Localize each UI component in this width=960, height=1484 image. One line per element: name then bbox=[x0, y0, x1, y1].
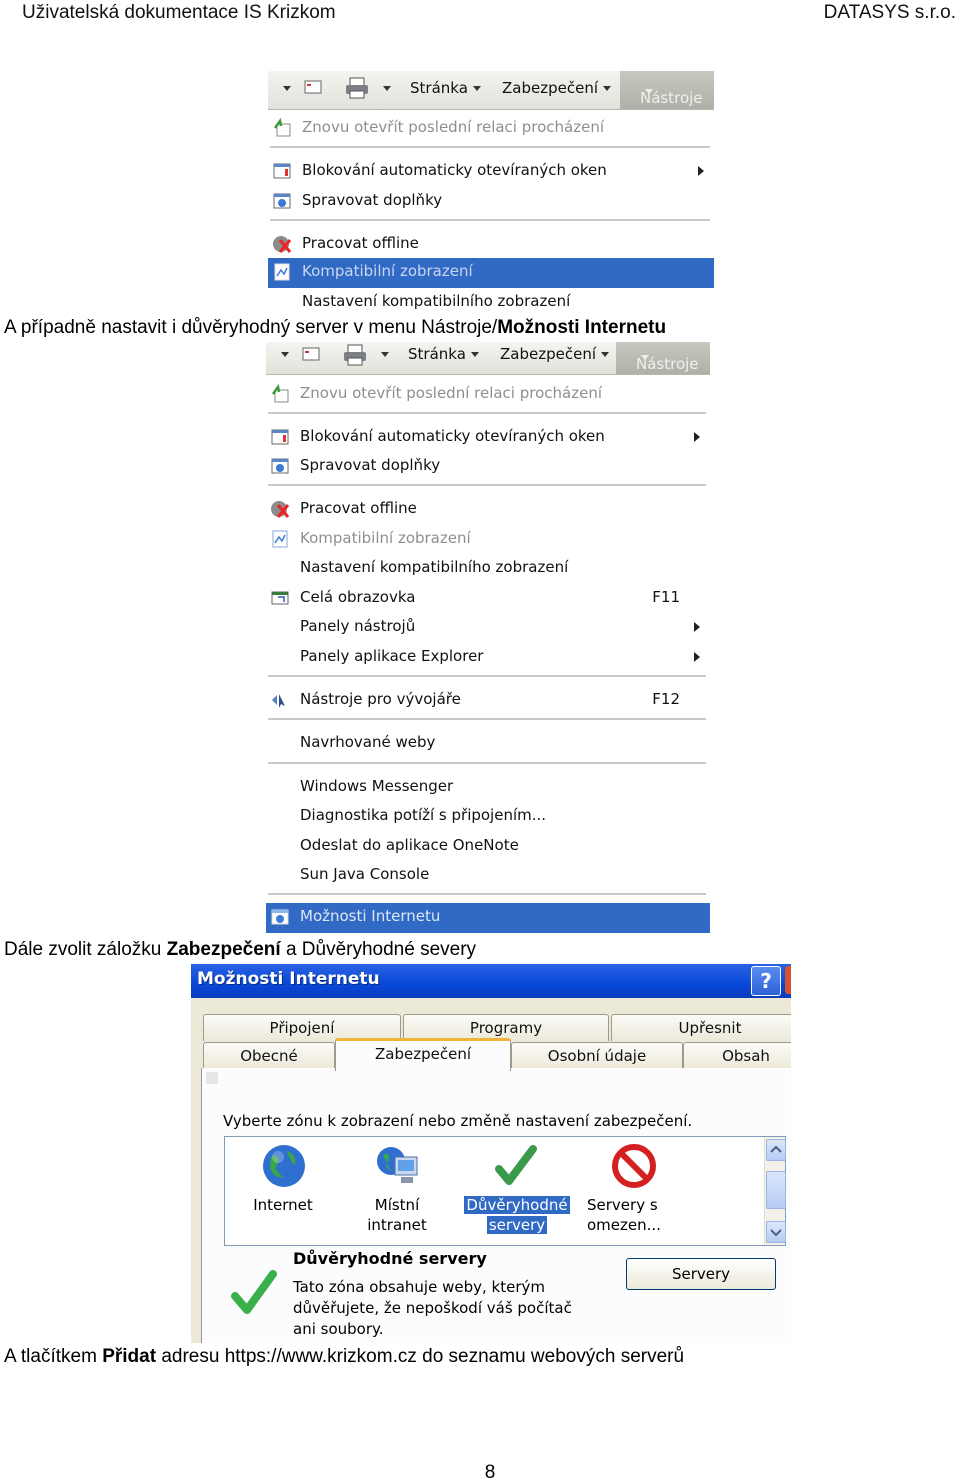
paragraph-bold-text: Přidat bbox=[102, 1346, 157, 1367]
mail-icon[interactable] bbox=[304, 79, 322, 95]
ie-tools-menu-1 bbox=[268, 71, 714, 317]
menu-item-reopen-session[interactable] bbox=[266, 380, 710, 408]
tab-programy[interactable]: Programy bbox=[403, 1014, 609, 1041]
tab-upresnit[interactable]: Upřesnit bbox=[611, 1014, 791, 1041]
menu-item-suggested-sites[interactable] bbox=[266, 729, 710, 757]
zone-scrollbar[interactable] bbox=[764, 1137, 785, 1245]
menu-item-label: Spravovat doplňky bbox=[300, 456, 441, 474]
menu-item-explorer-bars[interactable] bbox=[266, 643, 710, 671]
zone-description-line: Tato zóna obsahuje weby, kterým bbox=[293, 1278, 545, 1296]
menu-item-manage-addons[interactable] bbox=[268, 187, 714, 215]
menu-item-developer-tools[interactable] bbox=[266, 686, 710, 714]
toolbar-zabezpeceni[interactable]: Zabezpečení bbox=[500, 345, 609, 363]
menu-item-label: Windows Messenger bbox=[300, 777, 454, 795]
scroll-down-button[interactable] bbox=[766, 1221, 786, 1243]
help-button[interactable]: ? bbox=[751, 966, 781, 996]
developer-tools-icon bbox=[270, 690, 290, 710]
fullscreen-icon bbox=[270, 588, 290, 608]
focus-marker bbox=[206, 1072, 218, 1084]
menu-item-manage-addons[interactable] bbox=[266, 452, 710, 480]
menu-item-popup-blocker[interactable] bbox=[266, 423, 710, 451]
menu-item-diagnose-connection[interactable] bbox=[266, 802, 710, 830]
menu-item-internet-options[interactable] bbox=[266, 903, 710, 933]
zone-description-line: důvěřujete, že nepoškodí váš počítač bbox=[293, 1299, 572, 1317]
offline-icon bbox=[270, 499, 290, 519]
menu-item-label: Diagnostika potíží s připojením... bbox=[300, 806, 547, 824]
menu-item-compatibility-view[interactable] bbox=[266, 525, 710, 553]
compatibility-view-icon bbox=[270, 529, 290, 549]
submenu-arrow-icon bbox=[694, 622, 700, 632]
dialog-titlebar[interactable] bbox=[191, 964, 791, 998]
zone-local-intranet[interactable] bbox=[343, 1141, 451, 1241]
menu-item-label: Znovu otevřít poslední relaci procházení bbox=[302, 118, 604, 136]
zone-trusted-sites[interactable] bbox=[461, 1141, 573, 1241]
menu-item-work-offline[interactable] bbox=[268, 230, 714, 258]
zone-internet[interactable] bbox=[229, 1141, 337, 1241]
paragraph-text: Dále zvolit záložku bbox=[4, 939, 167, 960]
internet-options-dialog bbox=[191, 964, 791, 1343]
menu-item-label: Nastavení kompatibilního zobrazení bbox=[300, 558, 569, 576]
internet-options-icon bbox=[270, 907, 290, 927]
chevron-up-icon bbox=[767, 1140, 785, 1160]
ie-command-bar bbox=[266, 342, 710, 375]
menu-item-label: Kompatibilní zobrazení bbox=[300, 529, 471, 547]
print-dropdown[interactable] bbox=[378, 79, 391, 97]
menu-item-label: Odeslat do aplikace OneNote bbox=[300, 836, 519, 854]
ie-command-bar bbox=[268, 71, 714, 110]
tab-obecne[interactable]: Obecné bbox=[203, 1042, 335, 1069]
menu-item-send-to-onenote[interactable] bbox=[266, 832, 710, 860]
menu-item-compatibility-settings[interactable] bbox=[268, 288, 714, 316]
menu-separator bbox=[268, 762, 706, 764]
menu-item-label: Blokování automaticky otevíraných oken bbox=[302, 161, 607, 179]
menu-item-fullscreen[interactable] bbox=[266, 584, 710, 612]
toolbar-stranka[interactable]: Stránka bbox=[408, 345, 479, 363]
zone-label: Servery s bbox=[587, 1196, 658, 1214]
dropdown-arrow[interactable] bbox=[278, 79, 291, 97]
menu-item-reopen-session[interactable] bbox=[268, 114, 714, 142]
menu-item-label: Nástroje pro vývojáře bbox=[300, 690, 461, 708]
paragraph-security-tab bbox=[4, 939, 476, 961]
menu-item-label: Pracovat offline bbox=[302, 234, 419, 252]
menu-item-label: Sun Java Console bbox=[300, 865, 430, 883]
restricted-icon bbox=[611, 1143, 657, 1189]
print-dropdown[interactable] bbox=[376, 345, 389, 363]
menu-item-label: Znovu otevřít poslední relaci procházení bbox=[300, 384, 602, 402]
reopen-icon bbox=[272, 118, 292, 138]
menu-item-label: Kompatibilní zobrazení bbox=[302, 262, 473, 280]
menu-item-popup-blocker[interactable] bbox=[268, 157, 714, 185]
paragraph-text: A tlačítkem bbox=[4, 1346, 103, 1367]
dialog-title: Možnosti Internetu bbox=[197, 969, 380, 989]
zone-restricted-sites[interactable] bbox=[579, 1141, 687, 1241]
page-number: 8 bbox=[484, 1462, 496, 1483]
dropdown-arrow[interactable] bbox=[276, 345, 289, 363]
paragraph-bold-text: Možnosti Internetu bbox=[497, 317, 667, 338]
toolbar-stranka[interactable]: Stránka bbox=[410, 79, 481, 97]
offline-icon bbox=[272, 234, 292, 254]
zone-description bbox=[293, 1277, 572, 1340]
menu-separator bbox=[268, 412, 706, 414]
ie-tools-menu-2 bbox=[266, 342, 710, 934]
menu-item-toolbars[interactable] bbox=[266, 613, 710, 641]
zone-label: Internet bbox=[253, 1196, 313, 1214]
paragraph-text: a Důvěryhodné severy bbox=[280, 939, 477, 960]
menu-item-label: Spravovat doplňky bbox=[302, 191, 443, 209]
checkmark-icon bbox=[493, 1143, 539, 1189]
submenu-arrow-icon bbox=[698, 166, 704, 176]
menu-item-compatibility-view[interactable] bbox=[268, 258, 714, 288]
print-icon[interactable] bbox=[344, 77, 370, 99]
scroll-up-button[interactable] bbox=[766, 1139, 786, 1161]
tab-obsah[interactable]: Obsah bbox=[683, 1042, 791, 1069]
shortcut-label: F12 bbox=[652, 690, 680, 708]
zone-label: Místní intranet bbox=[367, 1196, 427, 1234]
toolbar-nastroje[interactable]: Nástroje bbox=[620, 71, 714, 109]
menu-item-label: Panely nástrojů bbox=[300, 617, 416, 635]
menu-item-label: Pracovat offline bbox=[300, 499, 417, 517]
paragraph-text: A případně nastavit i důvěryhodný server v menu Nástroje/ bbox=[4, 317, 498, 338]
tab-zabezpeceni[interactable]: Zabezpečení bbox=[335, 1038, 511, 1071]
popup-blocker-icon bbox=[270, 427, 290, 447]
menu-item-compatibility-settings[interactable] bbox=[266, 554, 710, 582]
zone-prompt: Vyberte zónu k zobrazení nebo změně nastavení zabezpečení. bbox=[223, 1112, 693, 1130]
addons-icon bbox=[272, 191, 292, 211]
zone-label: Důvěryhodné bbox=[466, 1196, 568, 1214]
compatibility-view-icon bbox=[272, 262, 292, 282]
menu-item-label: Blokování automaticky otevíraných oken bbox=[300, 427, 605, 445]
toolbar-nastroje[interactable]: Nástroje bbox=[616, 342, 710, 374]
menu-item-label: Celá obrazovka bbox=[300, 588, 416, 606]
menu-item-label: Nastavení kompatibilního zobrazení bbox=[302, 292, 571, 310]
print-icon[interactable] bbox=[342, 344, 368, 366]
zone-label: omezen... bbox=[587, 1216, 661, 1234]
menu-separator bbox=[268, 484, 706, 486]
menu-item-work-offline[interactable] bbox=[266, 495, 710, 523]
doc-header-company: DATASYS s.r.o. bbox=[823, 2, 956, 23]
servers-button[interactable]: Servery bbox=[626, 1258, 776, 1290]
intranet-icon bbox=[375, 1143, 421, 1189]
zone-list bbox=[224, 1136, 786, 1246]
menu-separator bbox=[268, 893, 706, 895]
shortcut-label: F11 bbox=[652, 588, 680, 606]
menu-item-windows-messenger[interactable] bbox=[266, 773, 710, 801]
addons-icon bbox=[270, 456, 290, 476]
zone-heading: Důvěryhodné servery bbox=[293, 1249, 487, 1268]
submenu-arrow-icon bbox=[694, 652, 700, 662]
menu-item-label: Možnosti Internetu bbox=[300, 907, 441, 925]
globe-icon bbox=[261, 1143, 307, 1189]
paragraph-bold-text: Zabezpečení bbox=[166, 939, 281, 960]
reopen-icon bbox=[270, 384, 290, 404]
menu-item-label: Navrhované weby bbox=[300, 733, 436, 751]
trusted-checkmark-icon bbox=[229, 1268, 277, 1316]
submenu-arrow-icon bbox=[694, 432, 700, 442]
menu-item-sun-java-console[interactable] bbox=[266, 861, 710, 889]
doc-header-title: Uživatelská dokumentace IS Krizkom bbox=[22, 2, 336, 23]
menu-separator bbox=[268, 718, 706, 720]
mail-icon[interactable] bbox=[302, 346, 320, 362]
menu-item-label: Panely aplikace Explorer bbox=[300, 647, 484, 665]
menu-separator bbox=[270, 146, 710, 148]
menu-separator bbox=[268, 675, 706, 677]
scroll-thumb[interactable] bbox=[766, 1171, 786, 1209]
chevron-down-icon bbox=[767, 1222, 785, 1242]
close-button[interactable] bbox=[785, 966, 791, 994]
paragraph-trusted-server bbox=[4, 317, 666, 339]
menu-separator bbox=[270, 219, 710, 221]
toolbar-zabezpeceni[interactable]: Zabezpečení bbox=[502, 79, 611, 97]
zone-label: servery bbox=[488, 1216, 546, 1234]
paragraph-add-address bbox=[4, 1346, 684, 1368]
tab-osobni-udaje[interactable]: Osobní údaje bbox=[511, 1042, 683, 1069]
paragraph-text: adresu https://www.krizkom.cz do seznamu webových serverů bbox=[156, 1346, 685, 1367]
zone-description-line: ani soubory. bbox=[293, 1320, 384, 1338]
popup-blocker-icon bbox=[272, 161, 292, 181]
tab-pripojeni[interactable]: Připojení bbox=[203, 1014, 401, 1041]
